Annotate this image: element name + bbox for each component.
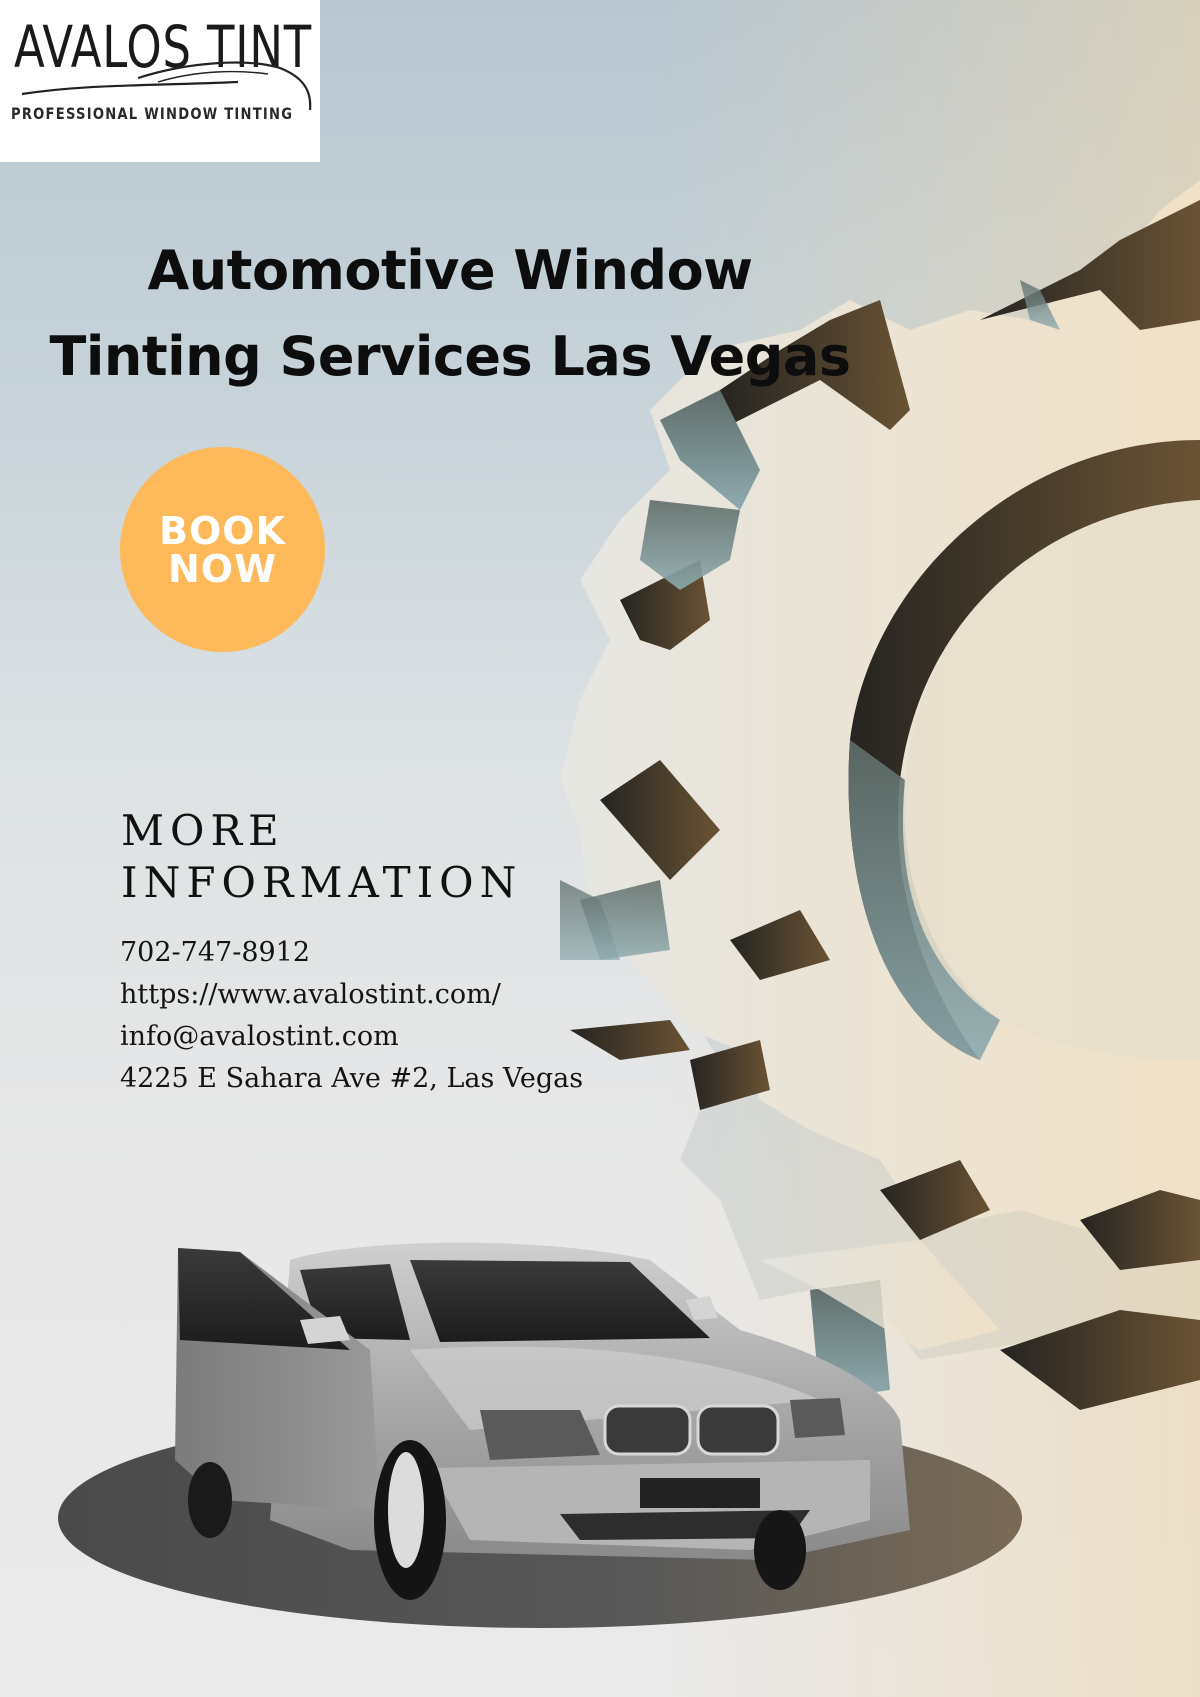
- page-title: [40, 228, 860, 400]
- title-line-2: Tinting Services Las Vegas: [49, 325, 851, 388]
- heading-line-2: INFORMATION: [121, 858, 523, 907]
- website-link[interactable]: https://www.avalostint.com/: [120, 979, 501, 1010]
- contact-details: [120, 932, 583, 1100]
- heading-line-1: MORE: [121, 806, 285, 855]
- book-now-label-1: BOOK: [158, 508, 287, 553]
- brand-logo[interactable]: [0, 0, 320, 162]
- address-text: 4225 E Sahara Ave #2, Las Vegas: [120, 1063, 584, 1094]
- logo-wordmark: AVALOS TINT: [14, 13, 313, 81]
- logo-tagline: PROFESSIONAL WINDOW TINTING: [11, 104, 294, 123]
- phone-link[interactable]: 702-747-8912: [120, 937, 311, 968]
- email-link[interactable]: info@avalostint.com: [120, 1021, 399, 1052]
- book-now-button[interactable]: [120, 447, 325, 652]
- silver-sedan-image: [50, 1220, 1030, 1640]
- title-line-1: Automotive Window: [147, 239, 753, 302]
- book-now-label-2: NOW: [167, 546, 278, 591]
- more-information-heading: [121, 805, 522, 909]
